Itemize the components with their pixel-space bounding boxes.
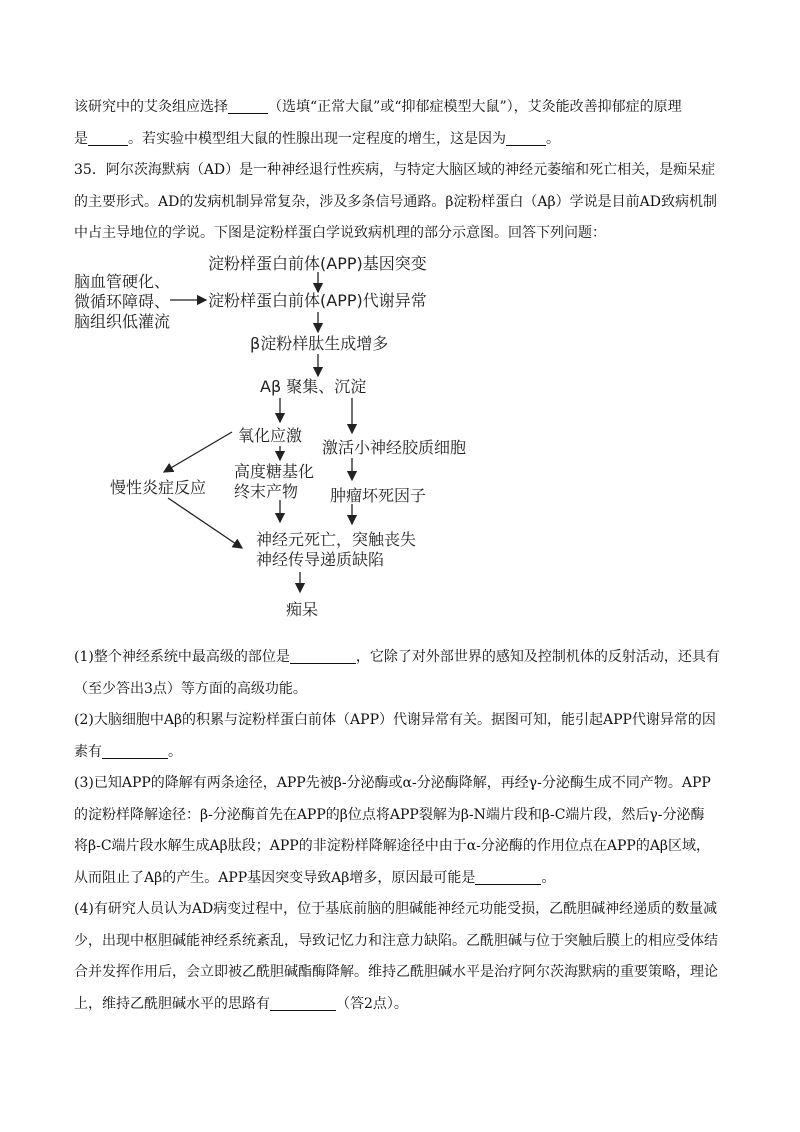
- arrow-inflammation-to-neuron: [168, 498, 242, 548]
- node-vascular-line1: 脑血管硬化、: [74, 272, 171, 291]
- node-neuron-death: 神经元死亡，突触丧失: [256, 530, 417, 549]
- arrow-oxidative-to-inflammation: [164, 432, 232, 472]
- q35-s3-line4: 从而阻止了Aβ的产生。APP基因突变导致Aβ增多，原因最可能是 。: [74, 869, 556, 886]
- node-microglia: 激活小神经胶质细胞: [322, 438, 467, 457]
- q35-intro-line3: 中占主导地位的学说。下图是淀粉样蛋白学说致病机理的部分示意图。回答下列问题：: [74, 225, 606, 241]
- answer-blank[interactable]: [475, 868, 541, 885]
- q35-s1-line2: （至少答出3点）等方面的高级功能。: [74, 680, 307, 697]
- q34-line2-start: 是: [74, 130, 88, 147]
- node-vascular-line3: 脑组织低灌流: [74, 312, 171, 331]
- node-age-line1: 高度糖基化: [234, 462, 315, 481]
- q34-tail: [74, 92, 734, 155]
- node-age-line2: 终末产物: [234, 482, 299, 501]
- answer-blank[interactable]: [102, 742, 168, 759]
- q35-intro-line1: 35．阿尔茨海默病（AD）是一种神经退行性疾病，与特定大脑区域的神经元萎缩和死亡相关，是痴呆症: [74, 162, 716, 178]
- q35-s4-line4: 上，维持乙酰胆碱水平的思路有 （答2点）。: [74, 995, 408, 1012]
- answer-blank[interactable]: [228, 97, 268, 114]
- node-app-gene-mutation: 淀粉样蛋白前体(APP)基因突变: [208, 254, 427, 273]
- node-oxidative-stress: 氧化应激: [238, 426, 303, 445]
- q35-intro: [74, 155, 734, 250]
- q34-line1-end: （选填“正常大鼠”或“抑郁症模型大鼠”），艾灸能改善抑郁症的原理: [268, 99, 682, 115]
- q35-s4-line1: (4)有研究人员认为AD病变过程中，位于基底前脑的胆碱能神经元功能受损，乙酰胆碱神经递质的数量减: [74, 901, 718, 917]
- q35-s4-line2: 少，出现中枢胆碱能神经系统紊乱，导致记忆力和注意力缺陷。乙酰胆碱与位于突触后膜上的相应受体结: [74, 932, 718, 949]
- node-tnf: 肿瘤坏死因子: [330, 486, 427, 505]
- answer-blank[interactable]: [270, 994, 336, 1011]
- q35-intro-line2: 的主要形式。AD的发病机制异常复杂，涉及多条信号通路。β淀粉样蛋白（Aβ）学说是目前AD致病机制: [74, 193, 717, 210]
- q34-line2-mid: 。若实验中模型组大鼠的性腺出现一定程度的增生，这是因为: [128, 130, 506, 147]
- q35-s2-line1: (2)大脑细胞中Aβ的积累与淀粉样蛋白前体（APP）代谢异常有关。据图可知，能引起APP代谢异常的因: [74, 712, 716, 728]
- node-app-metabolism: 淀粉样蛋白前体(APP)代谢异常: [208, 291, 427, 310]
- q34-line1-start: 该研究中的艾灸组应选择: [74, 99, 228, 115]
- q35-s1-line1: (1)整个神经系统中最高级的部位是 ，它除了对外部世界的感知及控制机体的反射活动，还具有: [74, 649, 720, 665]
- answer-blank[interactable]: [290, 647, 356, 664]
- answer-blank[interactable]: [88, 129, 128, 146]
- node-transmitter-defect: 神经传导递质缺陷: [256, 550, 385, 569]
- node-chronic-inflammation: 慢性炎症反应: [110, 478, 207, 497]
- q35-s3-line1: (3)已知APP的降解有两条途径，APP先被β-分泌酶或α-分泌酶降解，再经γ-分泌酶生成不同产物。APP: [74, 775, 711, 791]
- q35-s3-line3: 将β-C端片段水解生成Aβ肽段；APP的非淀粉样降解途径中由于α-分泌酶的作用位点在APP的Aβ区域，: [74, 838, 711, 854]
- node-beta-peptide: β淀粉样肽生成增多: [250, 334, 389, 353]
- q35-subquestions: [74, 642, 734, 1020]
- amyloid-pathway-diagram: [60, 250, 480, 630]
- q34-line2-end: 。: [546, 130, 560, 147]
- q35-s4-line3: 合并发挥作用后，会立即被乙酰胆碱酯酶降解。维持乙酰胆碱水平是治疗阿尔茨海默病的重要策略，理论: [74, 964, 718, 980]
- node-vascular-line2: 微循环障碍、: [74, 292, 171, 311]
- node-dementia: 痴呆: [286, 600, 319, 619]
- node-abeta-aggregation: Aβ 聚集、沉淀: [260, 377, 367, 396]
- q35-s2-line2: 素有 。: [74, 743, 182, 760]
- answer-blank[interactable]: [506, 129, 546, 146]
- q35-s3-line2: 的淀粉样降解途径：β-分泌酶首先在APP的β位点将APP裂解为β-N端片段和β-C端片段，然后γ-分泌酶: [74, 806, 705, 823]
